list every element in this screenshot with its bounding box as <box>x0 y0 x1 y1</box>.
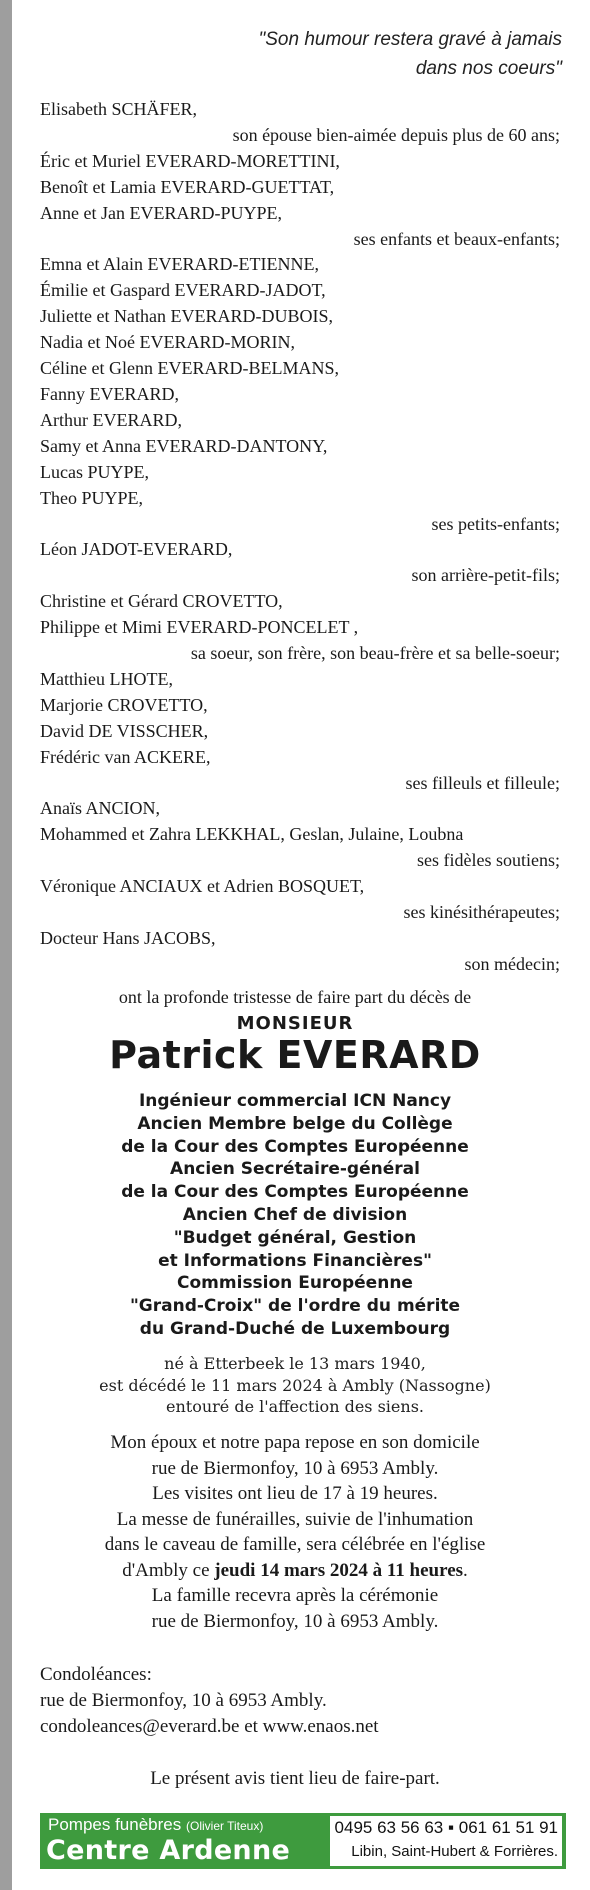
funeral-line: La messe de funérailles, suivie de l'inhumation <box>116 1508 474 1530</box>
title-line: de la Cour des Comptes Européenne <box>121 1136 469 1157</box>
epitaph-quote <box>142 25 562 83</box>
banner-title: Pompes funèbres <box>48 1815 182 1834</box>
family-member: David DE VISSCHER, <box>40 720 209 741</box>
title-line: du Grand-Duché de Luxembourg <box>139 1318 451 1339</box>
family-member: Émilie et Gaspard EVERARD-JADOT, <box>40 280 326 301</box>
family-member: Samy et Anna EVERARD-DANTONY, <box>40 435 328 456</box>
banner-places: Libin, Saint-Hubert & Forrières. <box>351 1843 558 1860</box>
funeral-suffix: . <box>463 1559 468 1581</box>
title-line: Ancien Chef de division <box>182 1204 408 1225</box>
family-member: Anne et Jan EVERARD-PUYPE, <box>40 202 282 223</box>
funeral-line: dans le caveau de famille, sera célébrée en l'église <box>104 1534 486 1555</box>
funeral-date-time: jeudi 14 mars 2024 à 11 heures <box>214 1559 464 1581</box>
title-line: de la Cour des Comptes Européenne <box>121 1182 469 1203</box>
funeral-line: rue de Biermonfoy, 10 à 6953 Ambly. <box>151 1457 439 1479</box>
title-line: Ingénieur commercial ICN Nancy <box>138 1091 452 1111</box>
announcement: ont la profonde tristesse de faire part du décès de <box>118 987 472 1007</box>
family-member: Céline et Glenn EVERARD-BELMANS, <box>40 358 339 379</box>
dates-block <box>0 1353 590 1418</box>
family-member: Philippe et Mimi EVERARD-PONCELET , <box>40 617 359 638</box>
condolences-block <box>40 1662 560 1740</box>
condolences-heading: Condoléances: <box>40 1664 152 1685</box>
banner-line-1 <box>48 1815 263 1835</box>
condolences-contact: condoleances@everard.be et www.enaos.net <box>40 1716 379 1737</box>
family-member: Juliette et Nathan EVERARD-DUBOIS, <box>40 306 333 327</box>
deceased-name: Patrick EVERARD <box>109 1033 481 1077</box>
banner-owner: (Olivier Titeux) <box>185 1819 264 1833</box>
funeral-line: rue de Biermonfoy, 10 à 6953 Ambly. <box>151 1610 439 1632</box>
funeral-details <box>0 1430 590 1634</box>
family-relation: son médecin; <box>464 953 560 974</box>
family-member: Emna et Alain EVERARD-ETIENNE, <box>40 254 319 275</box>
family-member: Léon JADOT-EVERARD, <box>40 539 233 560</box>
quote-line-2: dans nos coeurs" <box>415 58 562 79</box>
family-member: Mohammed et Zahra LEKKHAL, Geslan, Julaine, Loubna <box>40 824 464 845</box>
family-member: Anaïs ANCION, <box>40 798 160 819</box>
affection-line: entouré de l'affection des siens. <box>166 1397 424 1416</box>
notice-text: Le présent avis tient lieu de faire-part. <box>150 1768 440 1789</box>
family-relation: son épouse bien-aimée depuis plus de 60 ans; <box>232 124 560 145</box>
family-member: Christine et Gérard CROVETTO, <box>40 591 283 612</box>
family-relation: ses fidèles soutiens; <box>417 850 560 871</box>
quote-line-1: "Son humour restera gravé à jamais <box>258 29 562 50</box>
family-relation: ses kinésithérapeutes; <box>403 902 560 923</box>
titles-block <box>0 1090 590 1341</box>
family-member: Nadia et Noé EVERARD-MORIN, <box>40 332 295 353</box>
family-relation: ses petits-enfants; <box>431 513 560 534</box>
funeral-home-banner <box>40 1813 566 1869</box>
family-relation: ses filleuls et filleule; <box>405 772 560 793</box>
family-member: Frédéric van ACKERE, <box>40 746 211 767</box>
title-line: et Informations Financières" <box>158 1250 432 1271</box>
title-line: Commission Européenne <box>177 1273 413 1294</box>
family-list <box>40 97 560 978</box>
family-member: Theo PUYPE, <box>40 487 143 508</box>
family-relation: ses enfants et beaux-enfants; <box>353 228 560 249</box>
funeral-line: Les visites ont lieu de 17 à 19 heures. <box>152 1483 438 1504</box>
funeral-line: Mon époux et notre papa repose en son domicile <box>110 1432 480 1453</box>
family-member: Véronique ANCIAUX et Adrien BOSQUET, <box>40 876 365 897</box>
family-member: Éric et Muriel EVERARD-MORETTINI, <box>40 150 340 171</box>
banner-phones: 0495 63 56 63 ▪ 061 61 51 91 <box>334 1818 558 1837</box>
banner-brand: Centre Ardenne <box>46 1835 291 1866</box>
family-member: Elisabeth SCHÄFER, <box>40 99 198 119</box>
title-line: "Budget général, Gestion <box>173 1227 417 1248</box>
family-member: Docteur Hans JACOBS, <box>40 928 216 948</box>
condolences-address: rue de Biermonfoy, 10 à 6953 Ambly. <box>40 1690 327 1711</box>
title-line: "Grand-Croix" de l'ordre du mérite <box>129 1296 461 1317</box>
birth-line: né à Etterbeek le 13 mars 1940, <box>164 1354 426 1373</box>
family-member: Marjorie CROVETTO, <box>40 694 208 715</box>
salutation: MONSIEUR <box>236 1013 354 1034</box>
family-member: Arthur EVERARD, <box>40 409 182 430</box>
death-line: est décédé le 11 mars 2024 à Ambly (Nassogne) <box>99 1375 491 1395</box>
family-member: Fanny EVERARD, <box>40 383 179 404</box>
banner-contact-box <box>330 1816 562 1866</box>
funeral-line-datetime <box>0 1558 590 1584</box>
title-line: Ancien Secrétaire-général <box>170 1159 420 1180</box>
family-relation: sa soeur, son frère, son beau-frère et sa belle-soeur; <box>190 643 560 664</box>
family-relation: son arrière-petit-fils; <box>411 565 560 586</box>
family-member: Benoît et Lamia EVERARD-GUETTAT, <box>40 176 335 197</box>
family-member: Matthieu LHOTE, <box>40 668 173 689</box>
title-line: Ancien Membre belge du Collège <box>137 1113 453 1134</box>
family-member: Lucas PUYPE, <box>40 461 149 482</box>
funeral-line: La famille recevra après la cérémonie <box>151 1585 439 1606</box>
funeral-prefix: d'Ambly ce <box>122 1559 215 1581</box>
